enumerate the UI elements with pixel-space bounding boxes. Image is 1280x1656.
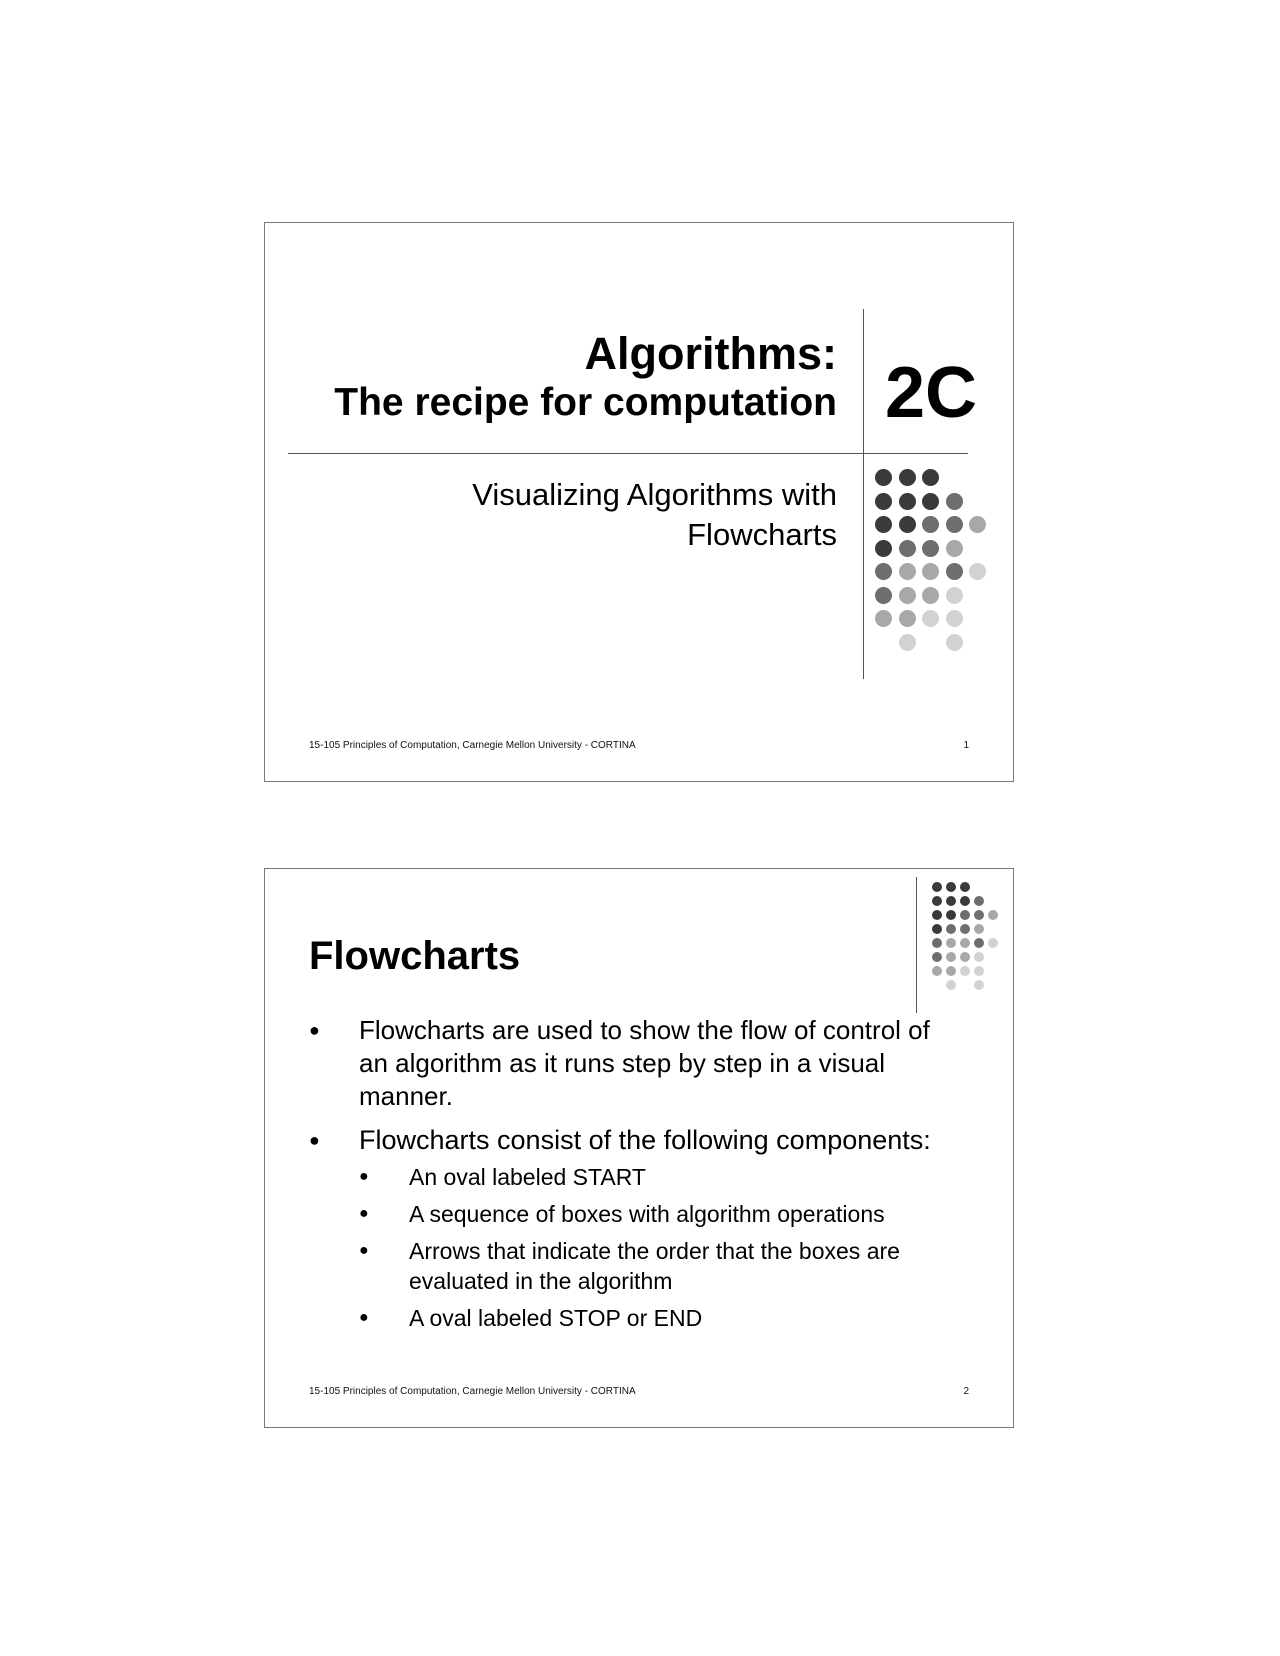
decorative-dot	[932, 966, 942, 976]
sub-bullet-list	[359, 1162, 949, 1333]
sub-bullet-text: A oval labeled STOP or END	[409, 1305, 703, 1331]
decorative-dot	[974, 938, 984, 948]
decorative-dot	[960, 924, 970, 934]
list-item	[359, 1236, 949, 1296]
slide-title: Flowcharts	[309, 934, 521, 978]
decorative-dot	[946, 966, 956, 976]
decorative-dot	[899, 587, 916, 604]
decorative-dot	[922, 587, 939, 604]
decorative-dot	[932, 924, 942, 934]
decorative-dot	[932, 882, 942, 892]
list-item	[359, 1199, 949, 1229]
horizontal-divider	[288, 453, 968, 454]
decorative-dot	[932, 910, 942, 920]
decorative-dot	[974, 910, 984, 920]
list-item	[309, 1123, 949, 1333]
decorative-dot	[946, 896, 956, 906]
decorative-dot	[922, 516, 939, 533]
vertical-divider	[863, 309, 864, 679]
slide-1	[264, 222, 1014, 782]
decorative-dot	[899, 493, 916, 510]
decorative-dot	[922, 469, 939, 486]
decorative-dot	[922, 610, 939, 627]
decorative-dot	[899, 634, 916, 651]
vertical-divider	[916, 877, 917, 1013]
decorative-dot	[922, 493, 939, 510]
decorative-dot	[922, 540, 939, 557]
lecture-code: 2C	[885, 353, 978, 433]
slide-footer: 15-105 Principles of Computation, Carnegie Mellon University - CORTINA	[309, 740, 636, 751]
decorative-dot	[969, 516, 986, 533]
list-item	[359, 1162, 949, 1192]
decorative-dot	[974, 966, 984, 976]
decorative-dot	[875, 516, 892, 533]
bullet-icon: ●	[309, 1020, 320, 1040]
decorative-dot	[960, 896, 970, 906]
bullet-text: Flowcharts consist of the following components:	[359, 1125, 931, 1155]
decorative-dot	[946, 952, 956, 962]
decorative-dot	[946, 924, 956, 934]
slide-number: 2	[963, 1386, 969, 1397]
list-item	[359, 1303, 949, 1333]
bullet-icon: ●	[359, 1242, 369, 1259]
decorative-dot	[960, 966, 970, 976]
decorative-dot	[946, 610, 963, 627]
bullet-icon: ●	[359, 1309, 369, 1326]
decorative-dot	[875, 563, 892, 580]
decorative-dot	[969, 563, 986, 580]
decorative-dot	[960, 952, 970, 962]
decorative-dot	[988, 910, 998, 920]
decorative-dot	[899, 563, 916, 580]
bullet-icon: ●	[309, 1130, 320, 1150]
slide-title: Algorithms:	[584, 328, 837, 379]
decorative-dot	[922, 563, 939, 580]
decorative-dot	[960, 910, 970, 920]
decorative-dot	[899, 610, 916, 627]
decorative-dot	[960, 938, 970, 948]
decorative-dot	[946, 938, 956, 948]
decorative-dot	[875, 493, 892, 510]
decorative-dot	[946, 540, 963, 557]
decorative-dot	[899, 469, 916, 486]
decorative-dot	[932, 952, 942, 962]
decorative-dot	[974, 952, 984, 962]
bullet-text: Flowcharts are used to show the flow of control of an algorithm as it runs step by step in a visual manner.	[359, 1015, 930, 1111]
slide-subtitle: The recipe for computation	[334, 381, 837, 424]
decorative-dot	[946, 587, 963, 604]
bullet-icon: ●	[359, 1168, 369, 1185]
decorative-dot	[946, 634, 963, 651]
slide-number: 1	[963, 740, 969, 751]
slide-tagline: Visualizing Algorithms with Flowcharts	[472, 477, 837, 552]
slide-footer: 15-105 Principles of Computation, Carnegie Mellon University - CORTINA	[309, 1386, 636, 1397]
decorative-dot	[960, 882, 970, 892]
decorative-dot	[988, 938, 998, 948]
decorative-dot	[946, 563, 963, 580]
decorative-dot	[899, 540, 916, 557]
sub-bullet-text: Arrows that indicate the order that the boxes are evaluated in the algorithm	[409, 1238, 900, 1294]
decorative-dot	[875, 540, 892, 557]
decorative-dot	[932, 896, 942, 906]
decorative-dot	[946, 493, 963, 510]
decorative-dot	[974, 924, 984, 934]
decorative-dot	[932, 938, 942, 948]
decorative-dot	[875, 587, 892, 604]
decorative-dot	[875, 469, 892, 486]
decorative-dot	[974, 980, 984, 990]
list-item	[309, 1014, 949, 1113]
sub-bullet-text: A sequence of boxes with algorithm operations	[409, 1201, 885, 1227]
decorative-dot	[946, 910, 956, 920]
bullet-list	[309, 1014, 949, 1343]
decorative-dot	[946, 980, 956, 990]
decorative-dot	[946, 882, 956, 892]
decorative-dot	[875, 610, 892, 627]
bullet-icon: ●	[359, 1205, 369, 1222]
slide-2	[264, 868, 1014, 1428]
decorative-dot	[899, 516, 916, 533]
decorative-dot	[974, 896, 984, 906]
sub-bullet-text: An oval labeled START	[409, 1164, 646, 1190]
decorative-dot	[946, 516, 963, 533]
